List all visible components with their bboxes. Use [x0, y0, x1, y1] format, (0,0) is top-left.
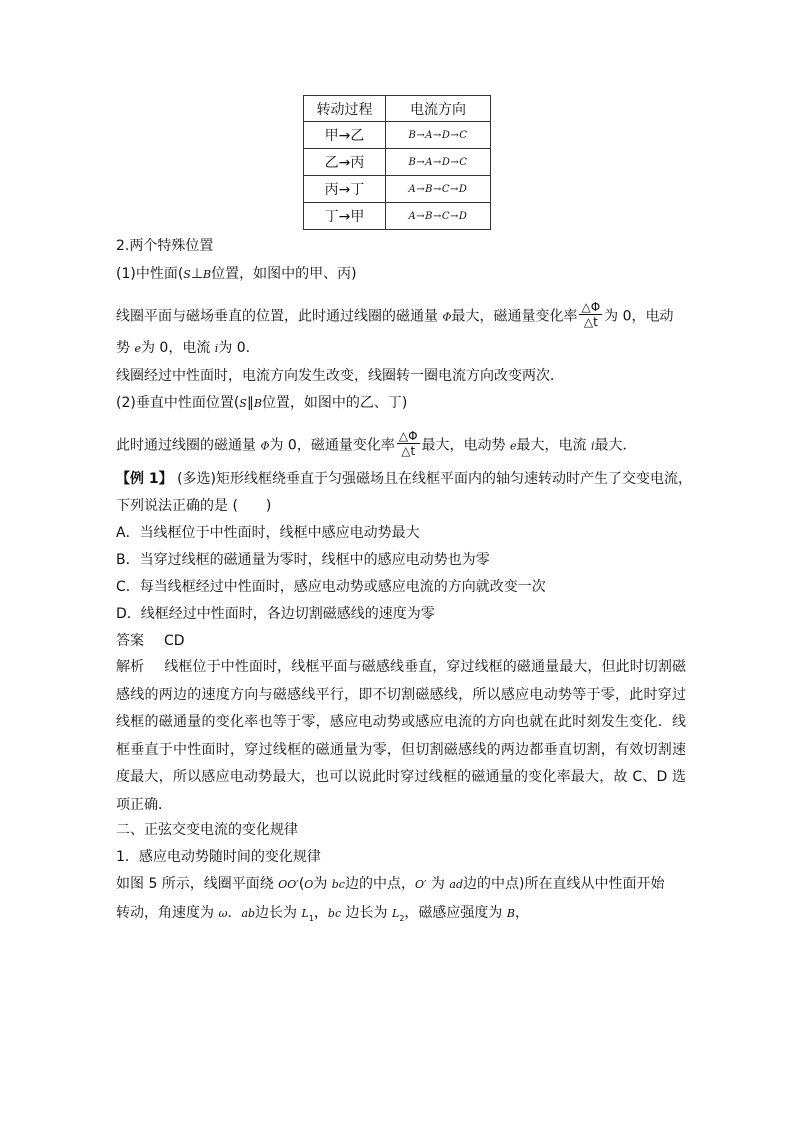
parallel-symbol: ∥ [246, 395, 254, 411]
symbol-s: S [239, 397, 247, 410]
text: 边的中点， [344, 876, 415, 892]
text: 最大，电动势 [421, 437, 510, 454]
text: 此时通过线圈的磁通量 [116, 437, 261, 454]
text: ． [227, 905, 242, 921]
text: (1)中性面( [116, 266, 184, 282]
symbol-b: B [253, 397, 262, 410]
table-row [304, 176, 491, 203]
symbol-bc: bc [331, 878, 345, 891]
text: (2)垂直中性面位置( [116, 395, 240, 411]
paragraph-rotation-params [116, 903, 529, 929]
symbol-s: S [183, 268, 191, 281]
table-header-process: 转动过程 [304, 96, 386, 122]
answer-value: CD [164, 633, 185, 649]
text: 为 0，电流 [140, 340, 215, 356]
paragraph-perpendicular-flux [116, 431, 636, 460]
text: (多选)矩形线框绕垂直于匀强磁场且在线框平面内的轴匀速转动时产生了交变电流， [172, 471, 692, 487]
table-cell-direction: B→A→D→C [386, 149, 491, 176]
symbol-e: e [134, 342, 141, 355]
table-cell-process: 甲→乙 [304, 122, 386, 149]
paragraph-direction-change: 线圈经过中性面时，电流方向发生改变，线圈转一圈电流方向改变两次． [116, 368, 564, 384]
fraction-denominator: △t [401, 444, 416, 458]
subheading-emf-time: 1．感应电动势随时间的变化规律 [116, 849, 321, 865]
table-header-row [304, 96, 491, 122]
analysis-paragraph [116, 654, 686, 819]
text: 最大，磁通量变化率 [451, 308, 578, 325]
symbol-bc: bc [327, 907, 342, 920]
flux-rate-fraction [579, 300, 602, 329]
paragraph-figure5 [116, 874, 664, 895]
fraction-denominator: △t [583, 315, 598, 329]
symbol-phi: Φ [260, 439, 270, 453]
symbol-l1: L [301, 907, 309, 920]
subscript-2: 2 [399, 913, 405, 923]
section-heading-special-positions: 2.两个特殊位置 [116, 238, 214, 254]
symbol-o: O [304, 878, 314, 891]
text: 转动，角速度为 [116, 905, 219, 921]
subheading-neutral-plane [116, 264, 357, 285]
text: 位置，如图中的乙、丁) [261, 395, 408, 411]
example-tag: 【例 1】 [116, 471, 173, 487]
text: 最大，电流 [516, 437, 591, 454]
symbol-e: e [509, 439, 517, 453]
symbol-b: B [203, 268, 212, 281]
text: 线圈平面与磁场垂直的位置，此时通过线圈的磁通量 [116, 308, 443, 325]
option-d: D．线框经过中性面时，各边切割磁感线的速度为零 [116, 606, 435, 622]
symbol-i: i [590, 439, 595, 453]
table-cell-process: 乙→丙 [304, 149, 386, 176]
table-cell-process: 丙→丁 [304, 176, 386, 203]
text: 为 0，磁通量变化率 [269, 437, 395, 454]
text: ， [514, 905, 529, 921]
text: 为 0，电动 [604, 308, 674, 325]
symbol-l2: L [392, 907, 400, 920]
example-stem-line1 [116, 469, 692, 489]
option-b: B．当穿过线框的磁通量为零时，线框中的感应电动势也为零 [116, 552, 490, 568]
text: 为 0. [218, 340, 251, 356]
option-a: A．当线框位于中性面时，线框中感应电动势最大 [116, 525, 420, 541]
subscript-1: 1 [308, 913, 314, 923]
answer-line [116, 631, 185, 651]
symbol-ad: ad [449, 878, 463, 891]
paragraph-emf-zero [116, 338, 250, 359]
subheading-perpendicular-position [116, 393, 407, 414]
rotation-current-table [303, 95, 491, 230]
symbol-phi: Φ [442, 310, 452, 324]
symbol-o-prime: O′ [414, 878, 427, 891]
table-row [304, 149, 491, 176]
text: 位置，如图中的甲、丙) [211, 266, 357, 282]
paragraph-neutral-plane-flux [116, 302, 674, 331]
text: 为 [313, 876, 332, 892]
text: ，磁感应强度为 [404, 905, 507, 921]
symbol-i: i [214, 342, 219, 355]
text: 为 [426, 876, 450, 892]
table-cell-process: 丁→甲 [304, 203, 386, 230]
symbol-ab: ab [241, 907, 256, 920]
text: 势 [116, 340, 135, 356]
table-row [304, 122, 491, 149]
perp-symbol: ⊥ [190, 266, 204, 282]
table-header-direction: 电流方向 [386, 96, 491, 122]
table-cell-direction: A→B→C→D [386, 203, 491, 230]
text: 边的中点)所在直线从中性面开始 [463, 876, 665, 892]
analysis-label: 解析 [116, 659, 145, 675]
table-row [304, 203, 491, 230]
symbol-oo: OO′ [278, 878, 299, 891]
text: ( [298, 876, 305, 892]
text: 边长为 [341, 905, 393, 921]
fraction-numerator: △Φ [398, 429, 418, 443]
text: 边长为 [255, 905, 302, 921]
answer-label: 答案 [116, 633, 144, 649]
text: 如图 5 所示，线圈平面绕 [116, 876, 279, 892]
symbol-b: B [506, 907, 515, 920]
section-heading-sine-ac: 二、正弦交变电流的变化规律 [116, 822, 298, 838]
option-c: C．每当线框经过中性面时，感应电动势或感应电流的方向就改变一次 [116, 579, 546, 595]
symbol-omega: ω [218, 907, 228, 920]
example-stem-line2: 下列说法正确的是 ( ) [116, 498, 272, 514]
text: ， [313, 905, 328, 921]
table-cell-direction: B→A→D→C [386, 122, 491, 149]
table-cell-direction: A→B→C→D [386, 176, 491, 203]
flux-rate-fraction [397, 429, 420, 458]
fraction-numerator: △Φ [581, 300, 601, 314]
text: 最大． [594, 437, 637, 454]
analysis-text: 线框位于中性面时，线框平面与磁感线垂直，穿过线框的磁通量最大，但此时切割磁感线的两边的速度方向与磁感线平行，即不切割磁感线，所以感应电动势等于零，此时穿过线框的磁通量的变化率也等于零，感应电动势或感应电流的方向也就在此时刻发生变化．线框垂直于中性面时，穿过线框的磁通量为零，但切割磁感线的两边都垂直切割，有效切割速度最大，所以感应电动势最大，也可以说此时穿过线框的磁通量的变化率最大，故 C、D 选项正确． [116, 659, 687, 813]
